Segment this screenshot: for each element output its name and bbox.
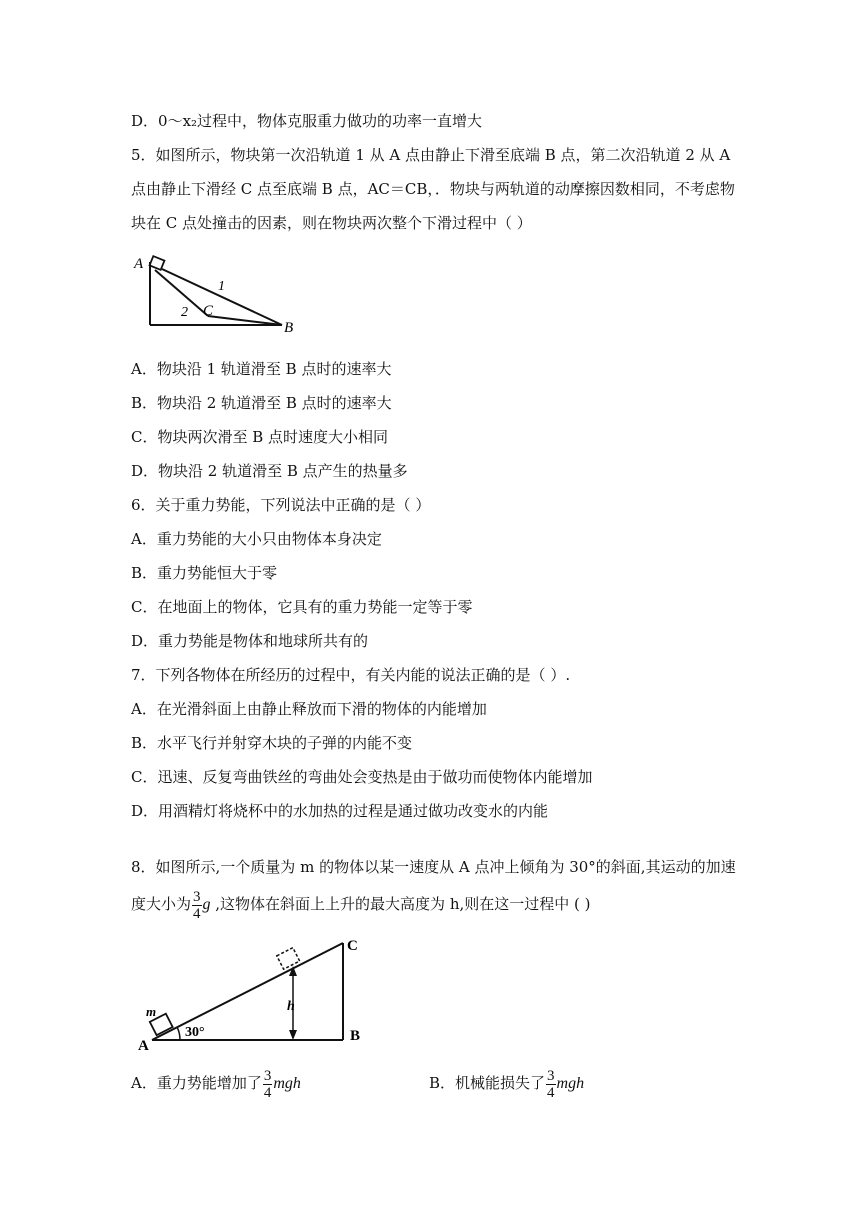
q5-stem-line-3: 块在 C 点处撞击的因素，则在物块两次整个下滑过程中（ ） xyxy=(131,214,532,232)
q6-option-a: A．重力势能的大小只由物体本身决定 xyxy=(131,530,382,548)
q8-option-b-expr: mgh xyxy=(556,1075,585,1092)
q8-option-a-prefix: A．重力势能增加了 xyxy=(131,1074,262,1092)
q6-stem: 6．关于重力势能，下列说法中正确的是（ ） xyxy=(131,496,431,514)
q8-stem-suffix: ,这物体在斜面上上升的最大高度为 h,则在这一过程中 ( ) xyxy=(210,895,591,913)
q8-stem-prefix: 度大小为 xyxy=(131,895,192,913)
q8-frac-num: 3 xyxy=(193,888,201,905)
q8-stem-line-1: 8．如图所示,一个质量为 m 的物体以某一速度从 A 点冲上倾角为 30°的斜面,其运动的加速 xyxy=(131,858,736,876)
q8-option-b xyxy=(429,1065,584,1102)
q8-option-b-fraction xyxy=(546,1068,556,1101)
q6-option-c: C．在地面上的物体，它具有的重力势能一定等于零 xyxy=(131,598,473,616)
q7-option-b: B．水平飞行并射穿木块的子弹的内能不变 xyxy=(131,734,413,752)
q7-stem: 7．下列各物体在所经历的过程中，有关内能的说法正确的是（ ）. xyxy=(131,666,571,684)
q5-stem-line-1: 5．如图所示，物块第一次沿轨道 1 从 A 点由静止下滑至底端 B 点，第二次沿轨道 2 从 A xyxy=(131,146,731,164)
q7-option-c: C．迅速、反复弯曲铁丝的弯曲处会变热是由于做功而使物体内能增加 xyxy=(131,768,593,786)
q8-option-a-expr: mgh xyxy=(273,1075,301,1092)
q6-option-b: B．重力势能恒大于零 xyxy=(131,564,278,582)
q8-label-c: C xyxy=(347,938,358,954)
q8-option-a xyxy=(131,1065,301,1102)
q7-option-d: D．用酒精灯将烧杯中的水加热的过程是通过做功改变水的内能 xyxy=(131,802,549,820)
q4-option-d: D．0～x₂过程中，物体克服重力做功的功率一直增大 xyxy=(131,112,483,130)
q5-label-b: B xyxy=(284,320,294,336)
q5-label-track2: 2 xyxy=(181,305,188,320)
q8-label-angle: 30° xyxy=(185,1025,205,1040)
q6-option-d: D．重力势能是物体和地球所共有的 xyxy=(131,632,369,650)
q5-label-track1: 1 xyxy=(218,279,225,294)
q8-option-b-prefix: B．机械能损失了 xyxy=(429,1074,546,1092)
q5-option-a: A．物块沿 1 轨道滑至 B 点时的速率大 xyxy=(131,360,392,378)
q5-option-d: D．物块沿 2 轨道滑至 B 点产生的热量多 xyxy=(131,462,408,480)
q7-option-a: A．在光滑斜面上由静止释放而下滑的物体的内能增加 xyxy=(131,700,487,718)
q8-label-a: A xyxy=(138,1038,149,1054)
q5-label-a: A xyxy=(134,256,144,272)
q8-option-b-frac-num: 3 xyxy=(547,1067,555,1084)
q8-label-h: h xyxy=(287,999,295,1014)
q8-g-symbol: g xyxy=(202,896,211,913)
q8-option-b-frac-den: 4 xyxy=(547,1084,555,1101)
q8-option-a-frac-den: 4 xyxy=(263,1084,272,1101)
q8-option-a-fraction xyxy=(263,1068,273,1101)
q5-stem-line-2: 点由静止下滑经 C 点至底端 B 点，AC＝CB，．物块与两轨道的动摩擦因数相同，不考虑物 xyxy=(131,180,735,198)
q8-option-a-frac-num: 3 xyxy=(263,1067,272,1084)
q8-label-m: m xyxy=(146,1004,157,1019)
q8-frac-den: 4 xyxy=(193,905,201,922)
q8-label-b: B xyxy=(350,1028,361,1044)
q5-option-b: B．物块沿 2 轨道滑至 B 点时的速率大 xyxy=(131,394,392,412)
q5-option-c: C．物块两次滑至 B 点时速度大小相同 xyxy=(131,428,389,446)
q5-label-c: C xyxy=(203,303,214,319)
